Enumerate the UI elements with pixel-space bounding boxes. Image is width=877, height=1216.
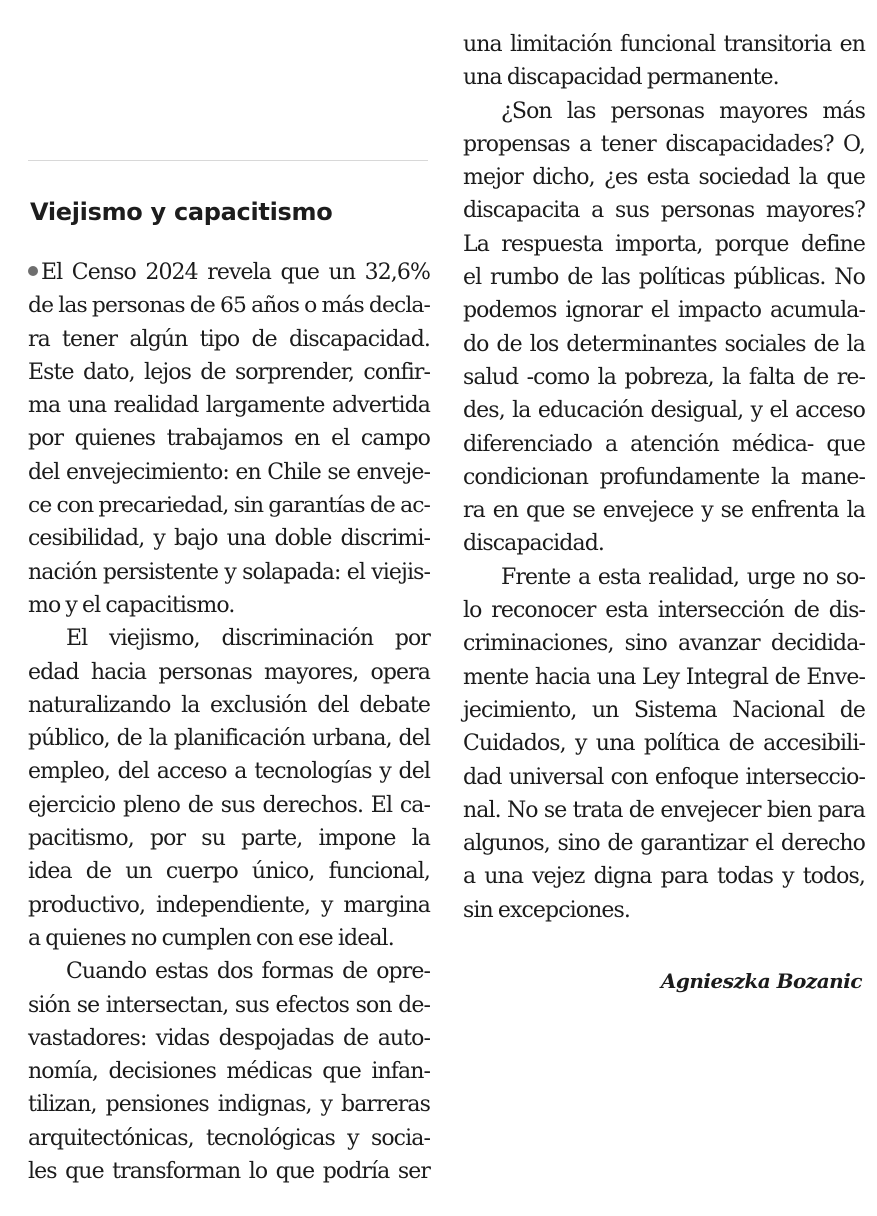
text-line: condicionan profundamente la mane- [463,464,865,490]
text-line: ma una realidad largamente advertida [28,393,430,419]
text-line: ce con precariedad, sin garantías de ac- [28,493,430,519]
text-line: naturalizando la exclusión del debate [28,692,430,718]
section-divider [28,160,428,161]
text-line: podemos ignorar el impacto acumula- [463,298,865,324]
text-line: propensas a tener discapacidades? O, [463,131,865,157]
article-column-right [463,28,865,927]
text-line: a una vejez digna para todas y todos, [463,864,865,890]
text-line: Este dato, lejos de sorprender, confir- [28,359,430,385]
text-line: ejercicio pleno de sus derechos. El ca- [28,792,430,818]
text-line: mente hacia una Ley Integral de Enve- [463,664,865,690]
text-line: lo reconocer esta intersección de dis- [463,598,865,624]
text-line: sin excepciones. [463,897,631,923]
text-line: diferenciado a atención médica- que [463,431,865,457]
text-line: salud -como la pobreza, la falta de re- [463,364,865,390]
text-line: el rumbo de las políticas públicas. No [463,265,865,291]
text-line: El Censo 2024 revela que un 32,6% [28,256,430,289]
text-line: ra en que se envejece y se enfrenta la [463,498,865,524]
text-line: les que transforman lo que podría ser [28,1159,430,1185]
text-line: nal. No se trata de envejecer bien para [463,797,865,823]
text-line: do de los determinantes sociales de la [463,331,865,357]
article-column-left [28,256,430,1188]
text-line: nación persistente y solapada: el viejis- [28,559,430,585]
text-line: de las personas de 65 años o más decla- [28,293,430,319]
text-line: una discapacidad permanente. [463,65,779,91]
text-line: jecimiento, un Sistema Nacional de [463,697,865,723]
text-line: una limitación funcional transitoria en [463,32,865,57]
text-line: discapacita a sus personas mayores? [463,198,865,224]
text-line: criminaciones, sino avanzar decidida- [463,631,865,657]
text-line: des, la educación desigual, y el acceso [463,398,865,424]
text-line: vastadores: vidas despojadas de auto- [28,1025,430,1051]
text-line: pacitismo, por su parte, impone la [28,826,430,852]
text-line: Cuidados, y una política de accesibili- [463,731,865,757]
bullet-icon [28,266,38,276]
text-line: público, de la planificación urbana, del [28,726,430,752]
text-line: Frente a esta realidad, urge no so- [501,564,865,590]
text-line: nomía, decisiones médicas que infan- [28,1059,430,1085]
text-line: idea de un cuerpo único, funcional, [28,859,430,885]
text-line: a quienes no cumplen con ese ideal. [28,925,394,951]
text-line: por quienes trabajamos en el campo [28,426,430,452]
text-line: algunos, sino de garantizar el derecho [463,831,865,857]
text-line: mejor dicho, ¿es esta sociedad la que [463,165,865,191]
text-line: sión se intersectan, sus efectos son de- [28,992,430,1018]
text-line: dad universal con enfoque interseccio- [463,764,865,790]
text-line: edad hacia personas mayores, opera [28,659,430,685]
text-line: Cuando estas dos formas de opre- [66,959,430,985]
text-line: del envejecimiento: en Chile se enveje- [28,459,430,485]
author-signature: Agnieszka Bozanic [660,969,862,993]
text-line: mo y el capacitismo. [28,592,235,618]
text-line: cesibilidad, y bajo una doble discrimi- [28,526,430,552]
article-title: Viejismo y capacitismo [30,198,333,226]
text-line: ¿Son las personas mayores más [501,98,865,124]
text-line: discapacidad. [463,531,604,557]
text-line: empleo, del acceso a tecnologías y del [28,759,430,785]
text-line: El viejismo, discriminación por [66,626,430,652]
text-line: arquitectónicas, tecnológicas y socia- [28,1125,430,1151]
text-line: tilizan, pensiones indignas, y barreras [28,1092,430,1118]
text-line: ra tener algún tipo de discapacidad. [28,326,430,352]
text-line: La respuesta importa, porque define [463,231,865,257]
text-line: productivo, independiente, y margina [28,892,430,918]
